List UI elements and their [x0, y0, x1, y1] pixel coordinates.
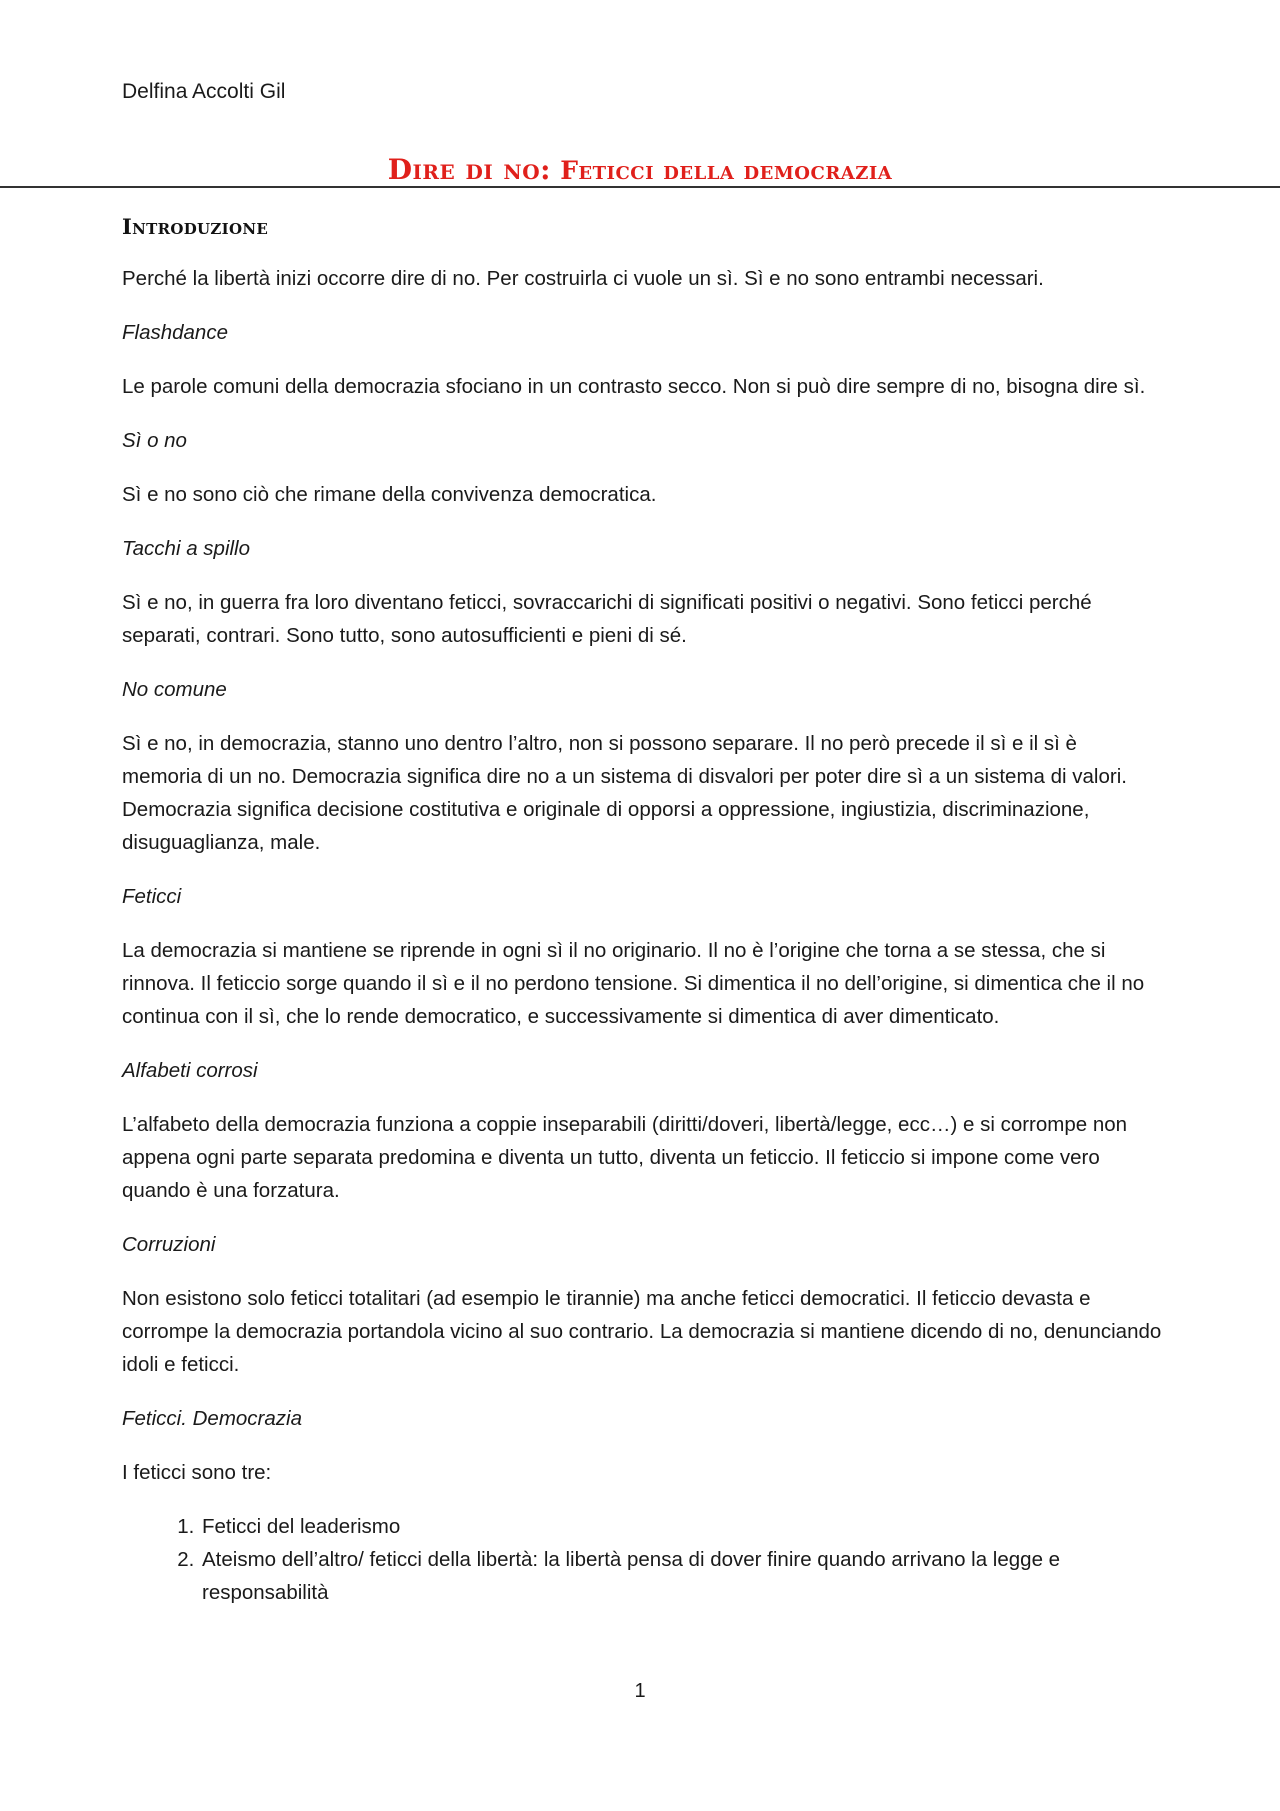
subheading-si-o-no: Sì o no: [122, 429, 187, 452]
title-rule: [0, 186, 1280, 188]
title-main: Dire di no:: [387, 153, 551, 186]
paragraph: Sì e no, in guerra fra loro diventano feticci, sovraccarichi di significati positivi o negativi. Sono feticci perché separati, contrari. Sono tutto, sono autosufficienti e pieni di sé.: [122, 591, 1092, 647]
subheading-feticci-democrazia: Feticci. Democrazia: [122, 1407, 302, 1430]
paragraph: L’alfabeto della democrazia funziona a coppie inseparabili (diritti/doveri, libertà/legge, ecc…) e si corrompe non appena ogni parte separata predomina e diventa un tutto, diventa un feticcio. Il feticcio si impone come vero quando è una forzatura.: [122, 1113, 1128, 1202]
author-name: Delfina Accolti Gil: [122, 80, 286, 103]
paragraph: Sì e no sono ciò che rimane della convivenza democratica.: [122, 483, 657, 506]
subheading-alfabeti-corrosi: Alfabeti corrosi: [122, 1059, 258, 1082]
list-item: 2. Ateismo dell’altro/ feticci della libertà: la libertà pensa di dover finire quando arrivano la legge e responsabilità: [200, 1543, 1162, 1609]
paragraph: I feticci sono tre:: [122, 1461, 272, 1484]
subheading-corruzioni: Corruzioni: [122, 1233, 216, 1256]
paragraph: La democrazia si mantiene se riprende in ogni sì il no originario. Il no è l’origine che torna a se stessa, che si rinnova. Il feticcio sorge quando il sì e il no perdono tensione. Si dimentica il no dell’origine, si dimentica che il no continua con il sì, che lo rende democratico, e successivamente si dimentica di aver dimenticato.: [122, 939, 1145, 1028]
subheading-feticci: Feticci: [122, 885, 182, 908]
page-number: 1: [634, 1680, 646, 1702]
paragraph: Non esistono solo feticci totalitari (ad esempio le tirannie) ma anche feticci democratici. Il feticcio devasta e corrompe la democrazia portandola vicino al suo contrario. La democrazia si mantiene dicendo di no, denunciando idoli e feticci.: [122, 1287, 1162, 1376]
title-subtitle: Feticci della democrazia: [560, 156, 893, 185]
section-heading-introduzione: Introduzione: [122, 214, 269, 239]
subheading-tacchi-a-spillo: Tacchi a spillo: [122, 537, 251, 560]
paragraph: Le parole comuni della democrazia sfociano in un contrasto secco. Non si può dire sempre di no, bisogna dire sì.: [122, 375, 1146, 398]
document-body: [122, 212, 1162, 1609]
paragraph: Sì e no, in democrazia, stanno uno dentro l’altro, non si possono separare. Il no però precede il sì e il sì è memoria di un no. Democrazia significa dire no a un sistema di disvalori per poter dire sì a un sistema di valori. Democrazia significa decisione costitutiva e originale di opporsi a oppressione, ingiustizia, discriminazione, disuguaglianza, male.: [122, 732, 1127, 854]
list-item: 1. Feticci del leaderismo: [200, 1510, 1162, 1543]
subheading-flashdance: Flashdance: [122, 321, 228, 344]
feticci-list: [122, 1510, 1162, 1609]
subheading-no-comune: No comune: [122, 678, 227, 701]
paragraph: Perché la libertà inizi occorre dire di no. Per costruirla ci vuole un sì. Sì e no sono entrambi necessari.: [122, 267, 1044, 290]
document-title: [0, 155, 1280, 186]
